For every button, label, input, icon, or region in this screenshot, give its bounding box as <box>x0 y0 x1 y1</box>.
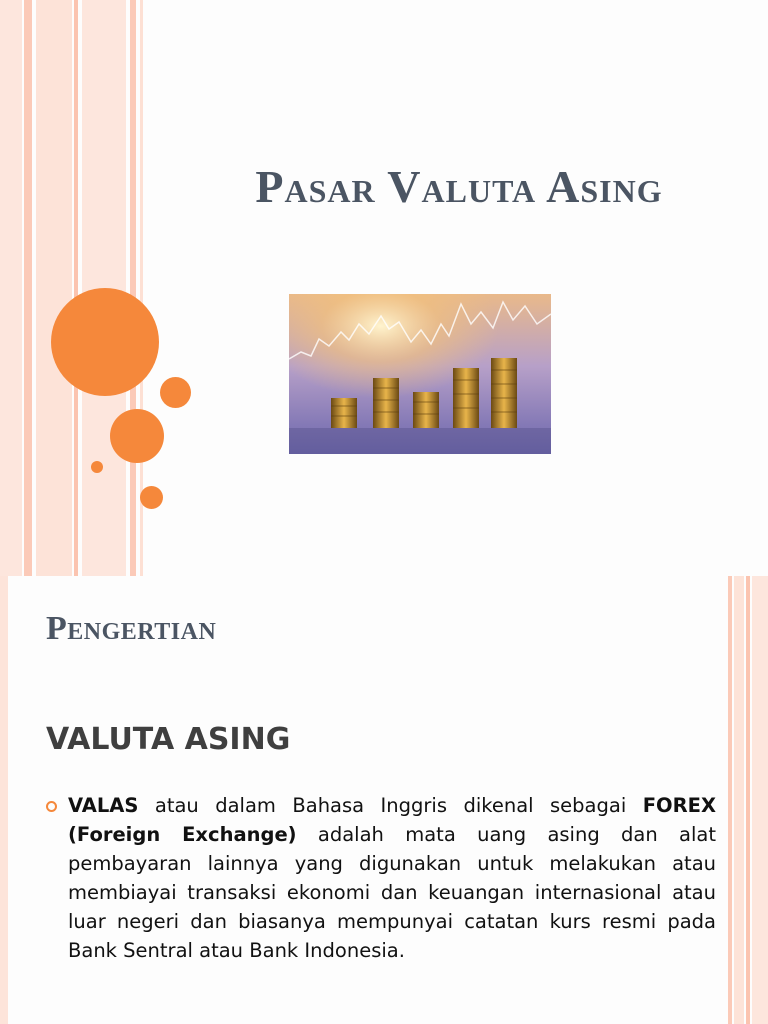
decorative-edge <box>0 576 8 1024</box>
decorative-circle <box>160 377 191 408</box>
term-forex: FOREX (Foreign Exchange) <box>68 794 716 846</box>
section-heading: Pengertian <box>46 610 217 647</box>
decorative-stripes <box>728 576 768 1024</box>
slide-definition <box>0 576 768 1024</box>
decorative-stripes <box>0 0 150 576</box>
decorative-circle <box>110 409 164 463</box>
section-subheading: VALUTA ASING <box>46 722 291 757</box>
decorative-circle-large <box>51 288 159 396</box>
slide-title-text: Pasar Valuta Asing <box>255 161 663 212</box>
definition-text: atau dalam Bahasa Inggris dikenal sebagai <box>138 794 643 817</box>
decorative-circle <box>140 486 163 509</box>
definition-text: adalah mata uang asing dan alat pembayaran lainnya yang digunakan untuk melakukan atau membiayai transaksi ekonomi dan keuangan internasional atau luar negeri dan biasanya mempunyai catatan kurs resmi pada Bank Sentral atau Bank Indonesia. <box>68 823 716 962</box>
decorative-circle <box>91 461 103 473</box>
term-valas: VALAS <box>68 794 139 817</box>
bullet-icon <box>46 801 57 812</box>
list-item <box>46 791 716 965</box>
coin-stacks-chart-image <box>289 294 551 454</box>
definition-paragraph <box>68 791 716 965</box>
